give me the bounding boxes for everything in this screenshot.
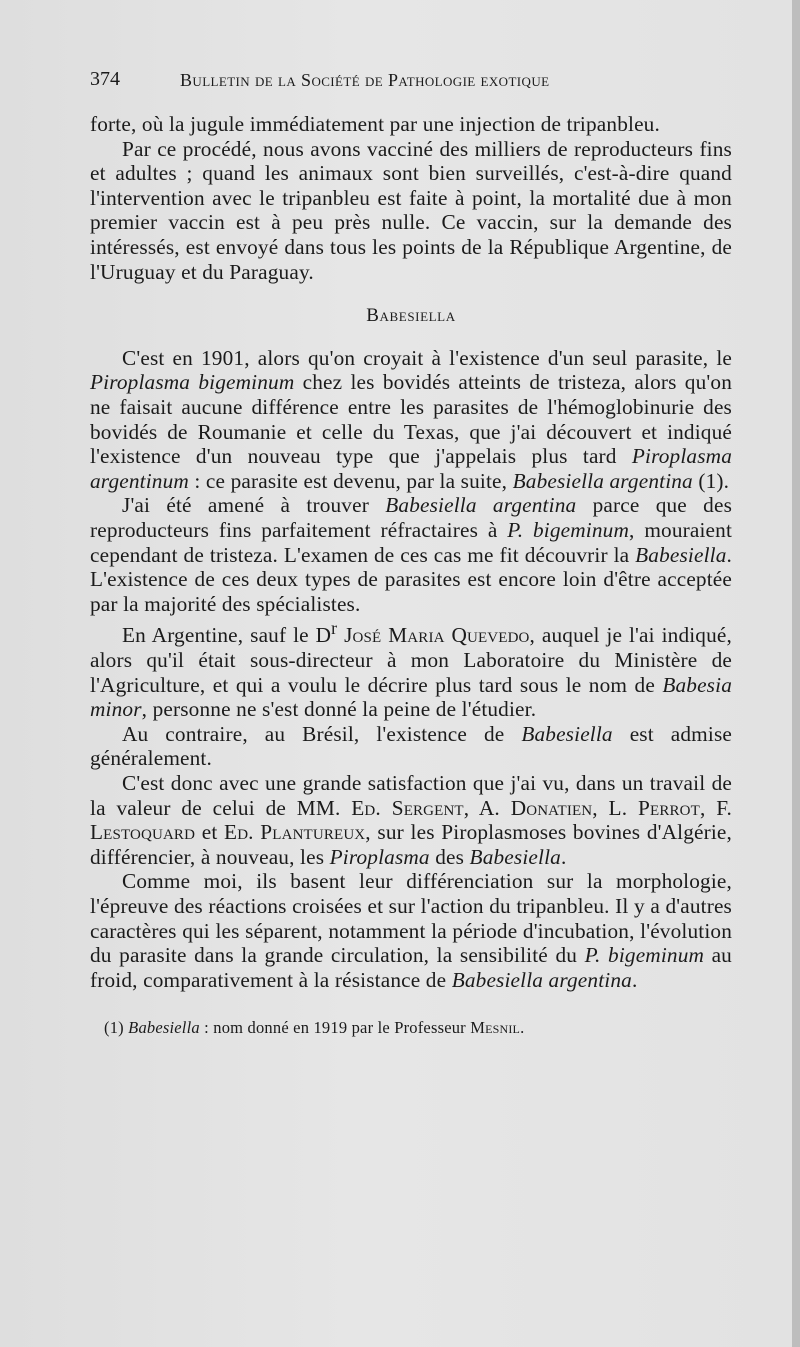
species-name: Piroplasma argentinum <box>90 444 732 493</box>
species-name: Babesiella <box>635 542 727 567</box>
text-run: : ce parasite est devenu, par la suite, <box>188 468 513 493</box>
text-run: . <box>520 1018 525 1038</box>
species-name: Babesiella argentina <box>512 468 693 493</box>
text-run: parce que des reproducteurs fins parfaitement réfractaires à <box>90 493 733 542</box>
text-run: J'ai été amené à trouver <box>122 493 386 518</box>
text-run: En Argentine, sauf le D <box>122 623 332 648</box>
text-run: au froid, comparativement à la résistance de <box>90 943 732 992</box>
species-name: Babesiella argentina <box>385 493 577 518</box>
text-run: C'est en 1901, alors qu'on croyait à l'existence d'un seul parasite, le <box>122 345 732 370</box>
species-name: Babesiella <box>128 1018 200 1038</box>
paragraph: Par ce procédé, nous avons vacciné des milliers de reproducteurs fins et adultes ; quand les animaux sont bien surveillés, c'est-à-dire quand l'intervention avec le tripanbleu est faite à point, la mortalité due à mon premier vaccin est à peu près nulle. Ce vaccin, sur la demande des intéressés, est envoyé dans tous les points de la République Argentine, de l'Uruguay et du Paraguay. <box>90 136 732 284</box>
text-run: : nom donné en 1919 par le Professeur <box>199 1018 471 1038</box>
paragraph <box>90 722 732 771</box>
page-number: 374 <box>90 68 120 90</box>
species-name: Babesia minor <box>90 672 732 722</box>
paragraph: forte, où la jugule immédiatement par une injection de tripanbleu. <box>90 112 660 136</box>
species-name: Piroplasma <box>329 844 430 869</box>
person-name: Donatien <box>510 795 593 820</box>
superscript: r <box>331 618 338 639</box>
text-run: chez les bovidés atteints de tristeza, alors qu'on ne faisait aucune différence entre les parasites de l'hémoglobinurie des bovidés de Roumanie et celle du Texas, que j'ai découvert et indiqué l'existence d'un nouveau type que j'appelais plus tard <box>90 370 732 469</box>
text-run: , mouraient cependant de tristeza. L'examen de ces cas me fit découvrir la <box>90 517 733 567</box>
footnote-ref: (1). <box>692 468 730 493</box>
person-name: Mesnil <box>470 1018 521 1038</box>
article-body <box>90 112 732 1038</box>
page-edge <box>792 0 800 1347</box>
section-heading: Babesiella <box>366 305 456 327</box>
person-name: Ed. Sergent <box>351 795 464 820</box>
text-run: , L. <box>592 795 639 820</box>
footnote <box>90 1018 732 1038</box>
species-name: Piroplasma bigeminum <box>90 370 295 395</box>
text-run: . L'existence de ces deux types de parasites est encore loin d'être acceptée par la majorité des spécialistes. <box>90 542 732 616</box>
paragraph <box>90 346 732 494</box>
person-name: Ed. Plantureux <box>224 820 366 845</box>
text-run: est admise généralement. <box>90 721 733 771</box>
text-run: , sur les Piroplasmoses bovines d'Algérie, différencier, à nouveau, les <box>90 820 733 869</box>
species-name: P. bigeminum <box>584 943 705 968</box>
footnote-marker: (1) <box>104 1018 129 1038</box>
text-run: . <box>560 844 567 869</box>
text-run: Comme moi, ils basent leur différenciation sur la morphologie, l'épreuve des réactions croisées et sur l'action du tripanbleu. Il y a d'autres caractères qui les séparent, notamment la période d'incubation, l'évolution du parasite dans la grande circulation, la sensibilité du <box>90 869 732 968</box>
text-run: , auquel je l'ai indiqué, alors qu'il était sous-directeur à mon Laboratoire du Ministère de l'Agriculture, et qui a voulu le décrire plus tard sous le nom de <box>90 623 732 697</box>
running-title: Bulletin de la Société de Pathologie exotique <box>180 70 550 90</box>
text-run: des <box>429 844 470 869</box>
text-run: . <box>631 967 638 992</box>
species-name: Babesiella <box>469 844 561 869</box>
species-name: Babesiella argentina <box>451 967 632 992</box>
person-name: José Maria Quevedo <box>337 623 530 648</box>
species-name: P. bigeminum <box>507 517 630 542</box>
person-name: Perrot <box>638 795 700 820</box>
paragraph <box>90 493 732 616</box>
paragraph <box>90 771 732 869</box>
person-name: Lestoquard <box>90 820 196 845</box>
paragraph <box>90 616 732 721</box>
running-header <box>90 68 730 98</box>
text-run: , A. <box>463 795 511 820</box>
text-run: , personne ne s'est donné la peine de l'étudier. <box>141 697 537 722</box>
paragraph <box>90 869 732 992</box>
species-name: Babesiella <box>521 721 613 746</box>
text-run: , F. <box>699 795 732 820</box>
text-run: et <box>195 820 225 845</box>
text-run: C'est donc avec une grande satisfaction que j'ai vu, dans un travail de la valeur de celui de MM. <box>90 770 732 820</box>
text-run: Au contraire, au Brésil, l'existence de <box>122 721 522 746</box>
